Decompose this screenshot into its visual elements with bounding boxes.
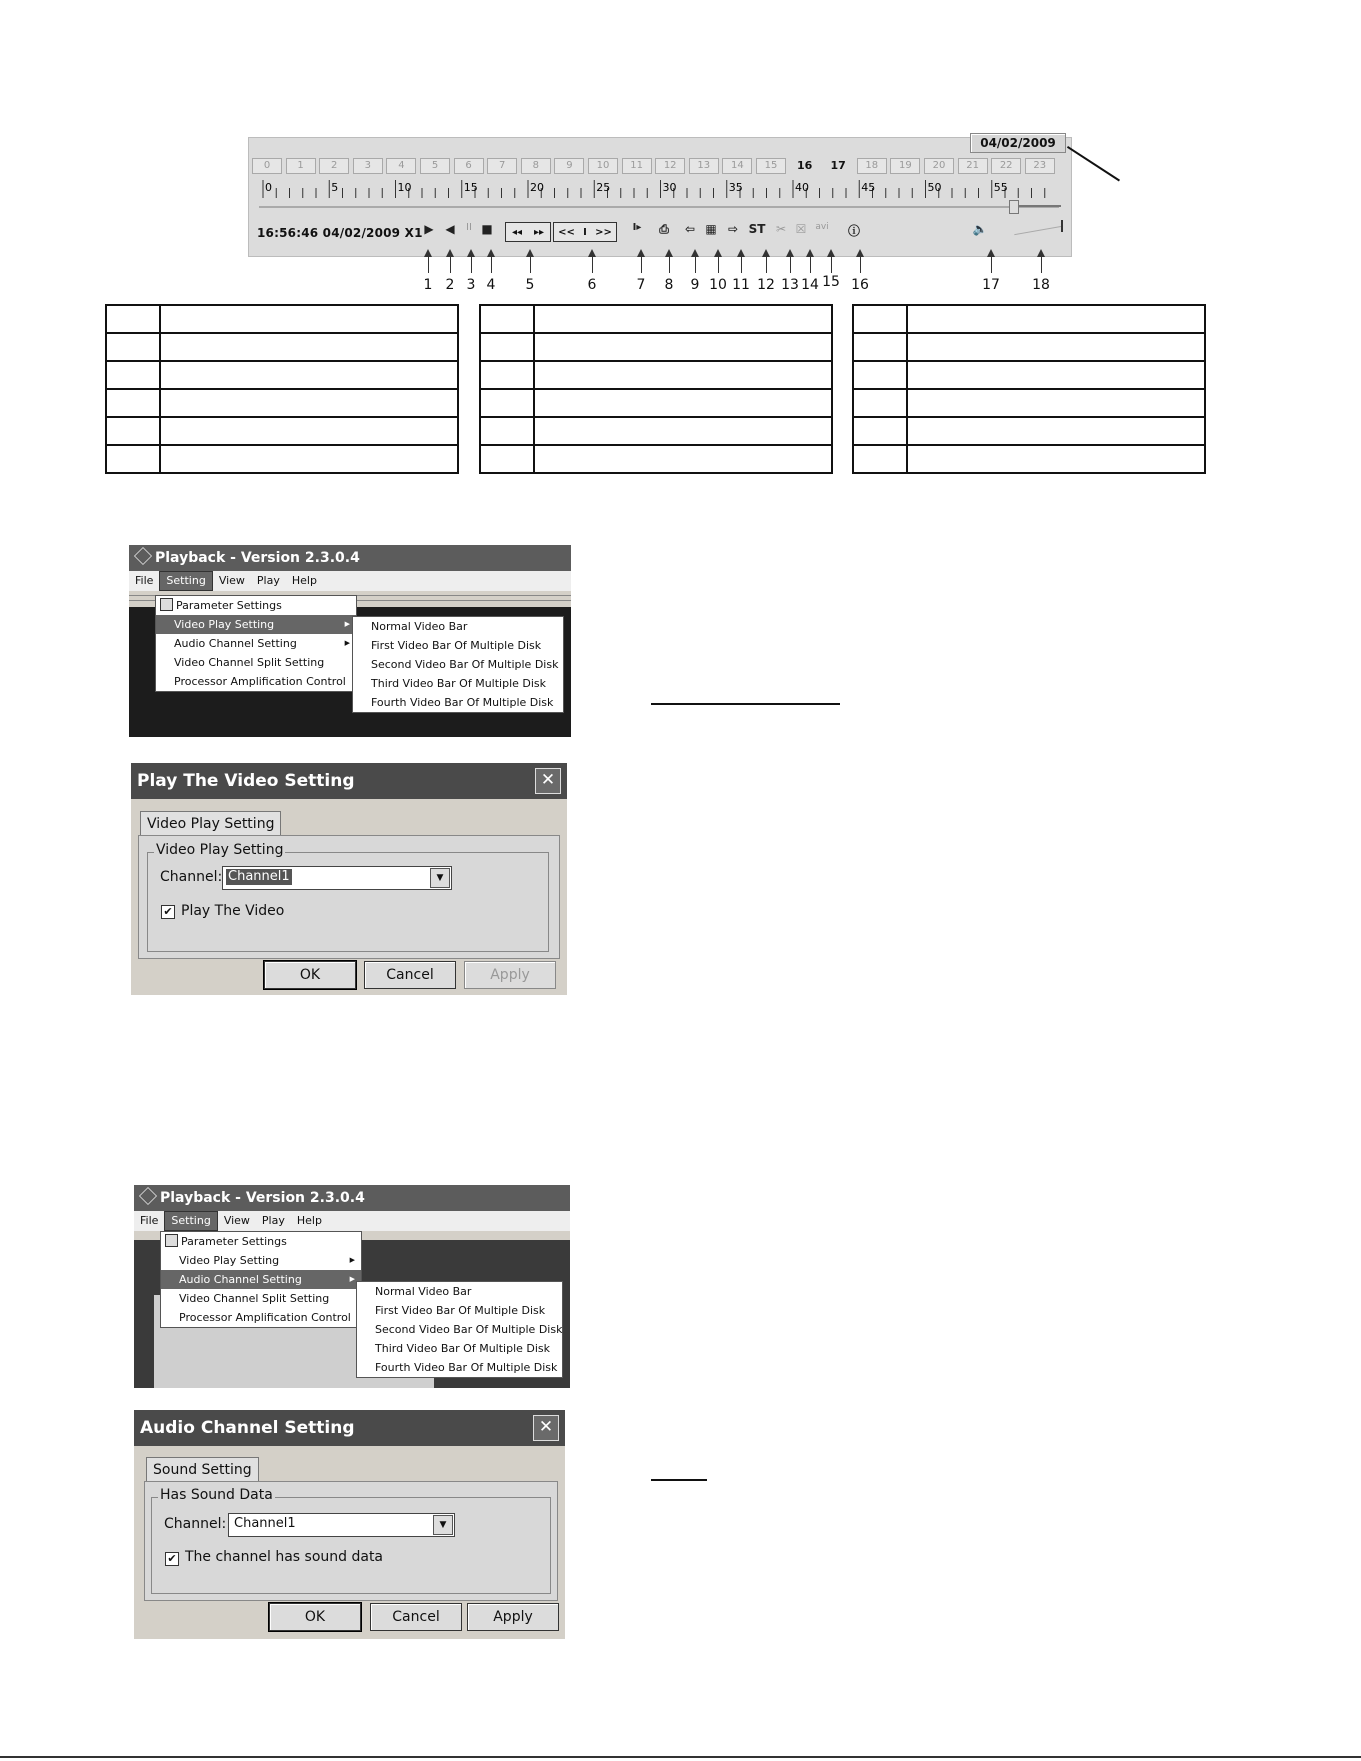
callout-arrow (718, 251, 719, 273)
menu-item-third-video-bar-of-multiple-disk[interactable]: Third Video Bar Of Multiple Disk (375, 1342, 551, 1355)
hour-button-10[interactable]: 10 (588, 158, 618, 174)
callout-number-17: 17 (982, 277, 1000, 293)
table-row (106, 305, 458, 333)
menu-item-normal-video-bar[interactable]: Normal Video Bar (375, 1285, 472, 1298)
callout-pointer-line (1067, 146, 1120, 181)
settings-icon (165, 1234, 178, 1247)
play-video-checkbox[interactable]: ✔ (161, 905, 175, 919)
speed-group (505, 222, 551, 242)
play-video-setting-dialog (131, 763, 567, 995)
table-cell (160, 417, 458, 445)
hour-button-12[interactable]: 12 (655, 158, 685, 174)
hour-button-4[interactable]: 4 (386, 158, 416, 174)
dialog-title: Audio Channel Setting (134, 1410, 565, 1446)
cut-icon[interactable]: ✂ (775, 222, 787, 236)
date-button[interactable]: 04/02/2009 (970, 133, 1066, 153)
table-cell (853, 333, 907, 361)
table-row (480, 361, 832, 389)
table-row (480, 333, 832, 361)
fast-icon[interactable]: ▸▸ (533, 226, 545, 238)
video-play-submenu (352, 616, 564, 713)
chevron-down-icon[interactable]: ▼ (433, 1515, 453, 1535)
table-row (106, 417, 458, 445)
channel-label: Channel: (164, 1516, 227, 1532)
callout-arrow (641, 251, 642, 273)
callout-arrow (741, 251, 742, 273)
stop-icon[interactable]: ■ (481, 222, 493, 236)
tab-panel (138, 835, 560, 959)
table-cell (106, 389, 160, 417)
table-row (853, 305, 1205, 333)
hour-button-14[interactable]: 14 (722, 158, 752, 174)
info-icon[interactable]: ⓘ (847, 224, 860, 238)
table-cell (534, 445, 832, 473)
callout-arrow (790, 251, 791, 273)
window-titlebar (134, 1185, 570, 1211)
callout-number-16: 16 (851, 277, 869, 293)
slow-icon[interactable]: ◂◂ (511, 226, 523, 238)
hour-button-18[interactable]: 18 (857, 158, 887, 174)
st-button[interactable]: ST (748, 222, 766, 236)
callout-number-1: 1 (423, 277, 433, 293)
settings-icon (160, 598, 173, 611)
segment-marker-icon[interactable]: I (583, 226, 587, 238)
table-cell (907, 389, 1205, 417)
tab-panel (144, 1481, 558, 1601)
hour-button-0[interactable]: 0 (252, 158, 282, 174)
frame-step-icon[interactable]: I▸ (632, 222, 642, 233)
playback-status: 16:56:46 04/02/2009 X1 (257, 226, 423, 240)
close-icon[interactable]: ✕ (533, 1415, 559, 1441)
menu-item-processor-amplification-control[interactable]: Processor Amplification Control (174, 675, 346, 688)
table-cell (480, 361, 534, 389)
seek-thumb[interactable] (1009, 200, 1019, 214)
app-icon (139, 1187, 157, 1205)
table-cell (907, 305, 1205, 333)
menu-item-processor-amplification-control[interactable]: Processor Amplification Control (179, 1311, 351, 1324)
table-row (853, 389, 1205, 417)
hour-button-11[interactable]: 11 (622, 158, 652, 174)
close-icon[interactable]: ✕ (535, 768, 561, 794)
apply-button[interactable]: Apply (467, 1603, 559, 1631)
tab-sound-setting[interactable]: Sound Setting (146, 1457, 259, 1482)
callout-arrow (471, 251, 472, 273)
callout-arrow (860, 251, 861, 273)
pause-icon[interactable]: II (466, 222, 472, 233)
previous-channel-icon[interactable]: ⇦ (684, 222, 696, 236)
table-cell (853, 445, 907, 473)
menu-file[interactable]: File (135, 574, 154, 587)
underline-blank-1 (651, 703, 840, 705)
hour-button-3[interactable]: 3 (353, 158, 383, 174)
menu-item-fourth-video-bar-of-multiple-disk[interactable]: Fourth Video Bar Of Multiple Disk (375, 1361, 558, 1374)
minute-ruler (261, 178, 1056, 200)
menu-item-video-channel-split-setting[interactable]: Video Channel Split Setting (179, 1292, 330, 1305)
cancel-button[interactable]: Cancel (364, 961, 456, 989)
menu-item-video-play-setting[interactable]: Video Play Setting ▶ (161, 1251, 361, 1270)
next-segment-icon[interactable]: >> (595, 226, 612, 238)
hour-button-5[interactable]: 5 (420, 158, 450, 174)
table-row (106, 389, 458, 417)
hour-button-8[interactable]: 8 (521, 158, 551, 174)
table-row (480, 305, 832, 333)
volume-slider-end (1061, 220, 1063, 232)
table-cell (534, 333, 832, 361)
callout-number-15: 15 (822, 274, 840, 290)
hour-button-15[interactable]: 15 (756, 158, 786, 174)
table-cell (534, 305, 832, 333)
ruler-label: 35 (728, 181, 743, 194)
split-screen-icon[interactable]: ▦ (705, 222, 717, 236)
dialog-title: Play The Video Setting (131, 763, 567, 799)
table-cell (853, 417, 907, 445)
apply-button[interactable]: Apply (464, 961, 556, 989)
app-icon (134, 547, 152, 565)
callout-arrow (669, 251, 670, 273)
export-avi-icon[interactable]: avi (815, 222, 829, 232)
callout-arrow (831, 251, 832, 273)
ruler-label: 40 (795, 181, 809, 194)
legend-table-1 (105, 304, 459, 474)
reverse-play-icon[interactable]: ◀ (445, 222, 455, 236)
playback-toolbar (248, 137, 1072, 257)
table-row (853, 361, 1205, 389)
tab-video-play-setting[interactable]: Video Play Setting (140, 811, 281, 836)
video-play-groupbox (147, 842, 549, 952)
hour-button-2[interactable]: 2 (319, 158, 349, 174)
table-cell (160, 333, 458, 361)
menu-item-audio-channel-setting[interactable]: Audio Channel Setting ▶ (161, 1270, 361, 1289)
channel-label: Channel: (160, 869, 223, 885)
ruler-label: 15 (463, 181, 478, 194)
callout-arrow (592, 251, 593, 273)
snapshot-icon[interactable]: ⎙ (659, 222, 669, 236)
table-cell (907, 445, 1205, 473)
callout-arrow (991, 251, 992, 273)
table-cell (853, 361, 907, 389)
volume-slider[interactable] (1014, 226, 1061, 235)
menu-item-parameter-settings[interactable]: Parameter Settings (161, 1232, 361, 1251)
table-row (480, 445, 832, 473)
hour-button-23[interactable]: 23 (1025, 158, 1055, 174)
table-cell (160, 361, 458, 389)
chevron-down-icon[interactable]: ▼ (430, 868, 450, 888)
menu-play[interactable]: Play (256, 574, 280, 587)
callout-number-12: 12 (757, 277, 775, 293)
table-cell (907, 417, 1205, 445)
legend-table-2 (479, 304, 833, 474)
callout-arrow (695, 251, 696, 273)
group-legend: Has Sound Data (160, 1487, 273, 1503)
table-cell (853, 389, 907, 417)
audio-channel-setting-dialog (134, 1410, 565, 1639)
hour-button-16[interactable]: 16 (796, 159, 813, 172)
table-cell (480, 305, 534, 333)
has-sound-label: The channel has sound data (185, 1549, 384, 1565)
table-cell (106, 445, 160, 473)
hour-button-1[interactable]: 1 (286, 158, 316, 174)
table-row (106, 333, 458, 361)
playback-window-video-menu (129, 545, 571, 737)
table-cell (160, 445, 458, 473)
seek-track[interactable] (259, 206, 1059, 208)
callout-number-4: 4 (486, 277, 496, 293)
menu-item-second-video-bar-of-multiple-disk[interactable]: Second Video Bar Of Multiple Disk (375, 1323, 563, 1336)
ruler-label: 50 (927, 181, 942, 194)
menu-setting[interactable]: Setting (164, 1211, 217, 1231)
table-cell (106, 333, 160, 361)
underline-blank-2 (651, 1479, 707, 1481)
callout-number-9: 9 (690, 277, 700, 293)
callout-number-5: 5 (525, 277, 535, 293)
menu-bar (129, 571, 571, 591)
menu-view[interactable]: View (218, 574, 245, 587)
clear-icon[interactable]: ☒ (795, 222, 807, 236)
callout-arrow (766, 251, 767, 273)
playback-window-audio-menu (134, 1185, 570, 1388)
seek-fill (1019, 205, 1061, 207)
table-row (480, 389, 832, 417)
callout-number-18: 18 (1032, 277, 1050, 293)
ok-button[interactable]: OK (264, 961, 356, 989)
menu-item-parameter-settings[interactable]: Parameter Settings (156, 596, 356, 615)
callout-arrow (810, 251, 811, 273)
callout-arrow (450, 251, 451, 273)
ruler-label: 25 (596, 181, 611, 194)
callout-number-14: 14 (801, 277, 819, 293)
callout-arrow (491, 251, 492, 273)
ruler-label: 5 (331, 181, 339, 194)
play-video-label: Play The Video (181, 903, 285, 919)
ruler-label: 0 (265, 181, 272, 194)
table-cell (160, 305, 458, 333)
window-title: Playback - Version 2.3.0.4 (160, 1190, 365, 1206)
menu-play[interactable]: Play (261, 1214, 285, 1227)
menu-item-normal-video-bar[interactable]: Normal Video Bar (371, 620, 468, 633)
group-legend: Video Play Setting (156, 842, 284, 858)
menu-item-third-video-bar-of-multiple-disk[interactable]: Third Video Bar Of Multiple Disk (371, 677, 547, 690)
table-row (853, 445, 1205, 473)
table-row (106, 445, 458, 473)
setting-menu (155, 595, 357, 692)
audio-channel-submenu (356, 1281, 563, 1378)
table-cell (480, 389, 534, 417)
window-title: Playback - Version 2.3.0.4 (155, 550, 360, 566)
hour-button-21[interactable]: 21 (958, 158, 988, 174)
table-cell (106, 305, 160, 333)
table-cell (907, 361, 1205, 389)
page-bottom-rule (0, 1756, 1361, 1758)
menu-item-video-channel-split-setting[interactable]: Video Channel Split Setting (174, 656, 325, 669)
hour-button-17[interactable]: 17 (830, 159, 846, 172)
prev-segment-icon[interactable]: << (558, 226, 575, 238)
callout-arrow (530, 251, 531, 273)
table-cell (480, 417, 534, 445)
table-cell (106, 417, 160, 445)
menu-item-video-play-setting[interactable]: Video Play Setting ▶ (156, 615, 356, 634)
segment-group (553, 222, 617, 242)
table-cell (480, 445, 534, 473)
next-channel-icon[interactable]: ⇨ (727, 222, 739, 236)
hour-button-13[interactable]: 13 (689, 158, 719, 174)
table-cell (106, 361, 160, 389)
table-cell (534, 361, 832, 389)
callout-number-8: 8 (664, 277, 674, 293)
ruler-label: 30 (662, 181, 677, 194)
callout-number-10: 10 (709, 277, 727, 293)
callout-number-6: 6 (587, 277, 597, 293)
menu-item-fourth-video-bar-of-multiple-disk[interactable]: Fourth Video Bar Of Multiple Disk (371, 696, 554, 709)
callout-arrow (428, 251, 429, 273)
menu-help[interactable]: Help (296, 1214, 322, 1227)
channel-select[interactable] (228, 1513, 455, 1537)
table-cell (853, 305, 907, 333)
callout-number-7: 7 (636, 277, 646, 293)
hour-button-22[interactable]: 22 (991, 158, 1021, 174)
callout-number-13: 13 (781, 277, 799, 293)
table-cell (534, 417, 832, 445)
table-row (480, 417, 832, 445)
legend-table-3 (852, 304, 1206, 474)
table-row (853, 417, 1205, 445)
ruler-label: 55 (993, 181, 1008, 194)
table-cell (480, 333, 534, 361)
window-titlebar (129, 545, 571, 571)
channel-select[interactable] (222, 866, 452, 890)
callout-number-11: 11 (732, 277, 750, 293)
table-cell (534, 389, 832, 417)
callout-arrow (1041, 251, 1042, 273)
menu-setting[interactable]: Setting (159, 571, 212, 591)
has-sound-checkbox[interactable]: ✔ (165, 1552, 179, 1566)
sound-icon[interactable]: 🔈 (972, 222, 988, 236)
menu-help[interactable]: Help (291, 574, 317, 587)
hour-button-19[interactable]: 19 (890, 158, 920, 174)
has-sound-groupbox (151, 1487, 551, 1594)
menu-item-first-video-bar-of-multiple-disk[interactable]: First Video Bar Of Multiple Disk (371, 639, 542, 652)
menu-item-first-video-bar-of-multiple-disk[interactable]: First Video Bar Of Multiple Disk (375, 1304, 546, 1317)
channel-value: Channel1 (228, 869, 290, 884)
ruler-label: 20 (530, 181, 544, 194)
menu-item-second-video-bar-of-multiple-disk[interactable]: Second Video Bar Of Multiple Disk (371, 658, 559, 671)
menu-file[interactable]: File (140, 1214, 159, 1227)
table-row (106, 361, 458, 389)
callout-number-2: 2 (445, 277, 455, 293)
hour-button-7[interactable]: 7 (487, 158, 517, 174)
play-icon[interactable]: ▶ (424, 222, 434, 236)
table-cell (160, 389, 458, 417)
cancel-button[interactable]: Cancel (370, 1603, 462, 1631)
ok-button[interactable]: OK (269, 1603, 361, 1631)
setting-menu (160, 1231, 362, 1328)
channel-value: Channel1 (234, 1516, 296, 1531)
table-cell (907, 333, 1205, 361)
table-row (853, 333, 1205, 361)
menu-item-audio-channel-setting[interactable]: Audio Channel Setting ▶ (156, 634, 356, 653)
hour-button-20[interactable]: 20 (924, 158, 954, 174)
hour-button-6[interactable]: 6 (454, 158, 484, 174)
menu-view[interactable]: View (223, 1214, 250, 1227)
menu-bar (134, 1211, 570, 1231)
hour-button-9[interactable]: 9 (554, 158, 584, 174)
ruler-label: 45 (861, 181, 876, 194)
callout-number-3: 3 (466, 277, 476, 293)
ruler-label: 10 (397, 181, 412, 194)
